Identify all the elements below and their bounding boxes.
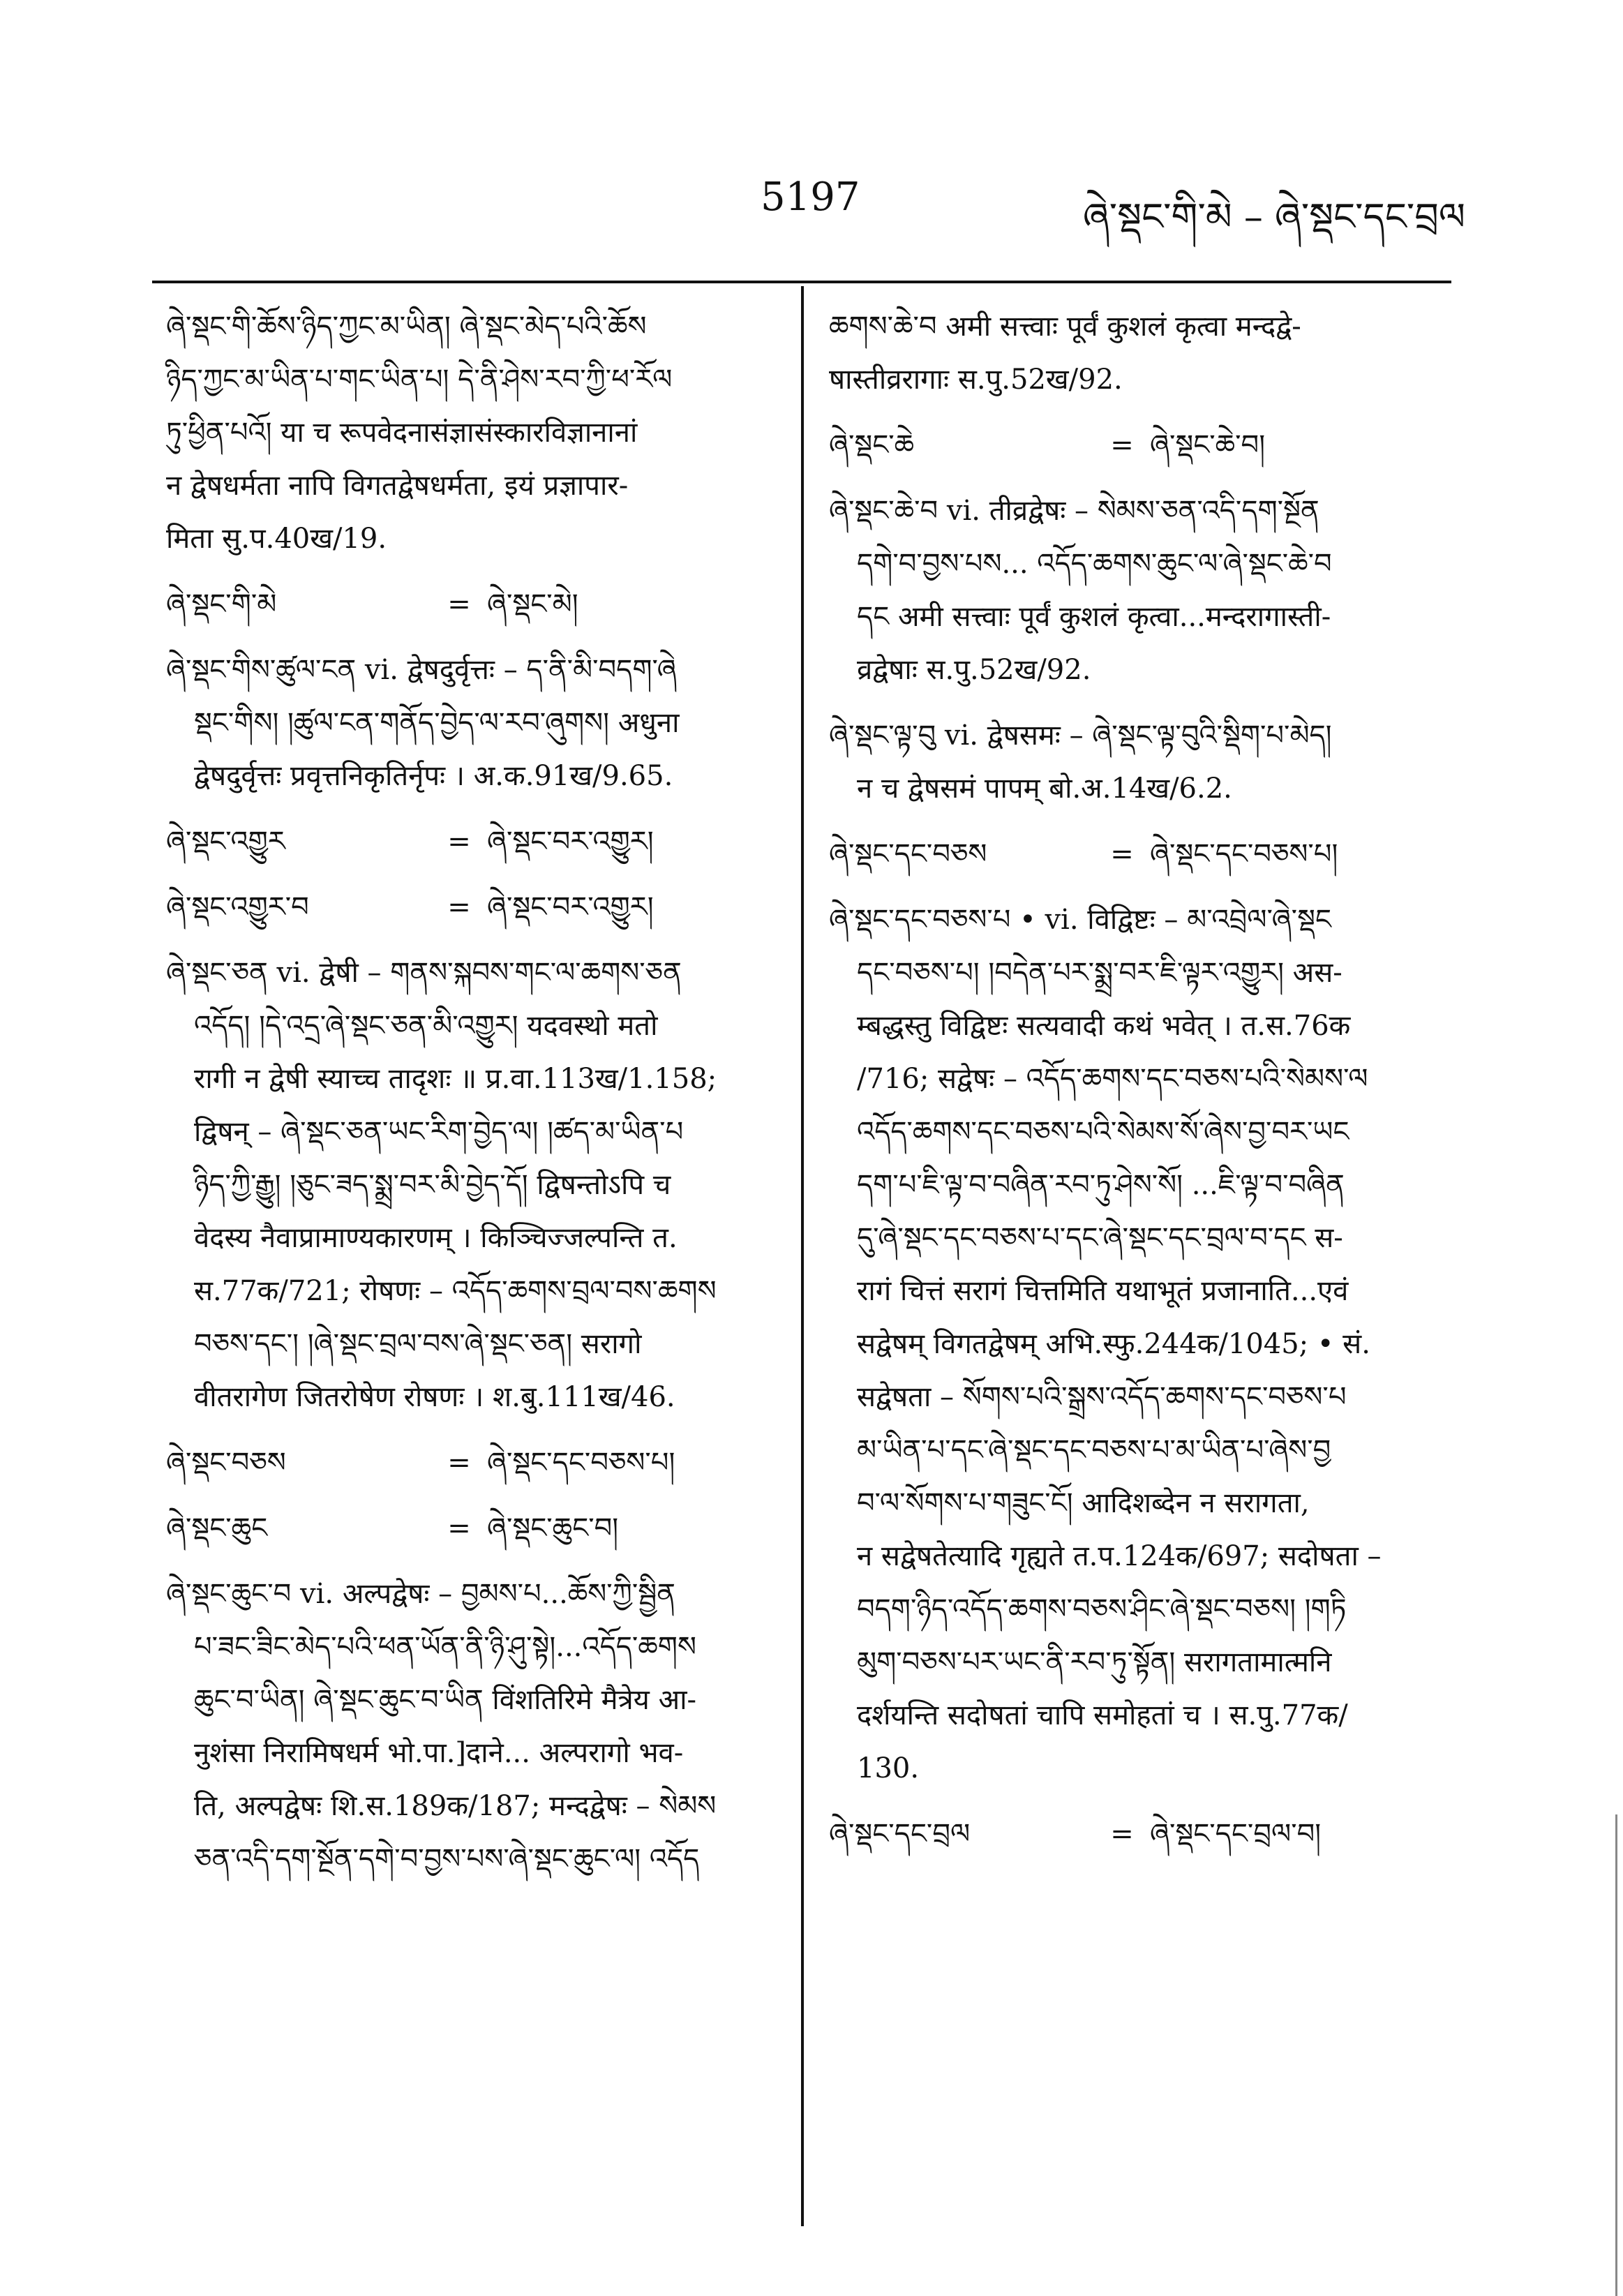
entry-line: वेदस्य नैवाप्रामाण्यकारणम् । किञ्चिज्जल्पन्ति त. [194, 1222, 678, 1254]
entry-line: བདག་ཉིད་འདོད་ཆགས་བཅས་ཤིང་ཞེ་སྡང་བཅས། །གཏི [857, 1593, 1347, 1625]
equals-sign: = [1110, 429, 1134, 461]
entry-line: མུག་བཅས་པར་ཡང་ནི་རབ་ཏུ་སྟོན། सरागतामात्मनि [857, 1646, 1332, 1678]
entry-line: ཞེ་སྡང་གི་ཆོས་ཉིད་ཀྱང་མ་ཡིན། ཞེ་སྡང་མེད་པའི་ཆོས [166, 311, 647, 343]
reference-target: ཞེ་སྡང་ཆུང་བ། [487, 1512, 619, 1544]
left-column [166, 300, 794, 1898]
reference-target: ཞེ་སྡང་དང་བྲལ་བ། [1150, 1818, 1322, 1850]
entry-line: ཞེ་སྡང་དང་བཅས་པ • vi. विद्विष्टः – མ་འབྲེལ་ཞེ་སྡང [829, 904, 1331, 936]
equals-sign: = [447, 1512, 471, 1544]
reference-target: ཞེ་སྡང་དང་བཅས་པ། [487, 1447, 675, 1479]
entry-line: ཞེ་སྡང་ཆུང་བ vi. अल्पद्वेषः – བྱམས་པ...ཆོས་ཀྱི་སྦྱིན [166, 1578, 675, 1610]
entry-line: དགེ་བ་བྱས་པས... འདོད་ཆགས་ཆུང་ལ་ཞེ་སྡང་ཆེ་བ [857, 548, 1332, 580]
reference-target: ཞེ་སྡང་ཆེ་བ། [1150, 429, 1266, 461]
entry-headword: ཞེ་སྡང་བཅས [166, 1447, 286, 1479]
equals-sign: = [447, 891, 471, 923]
entry-line: ཞེ་སྡང་ཅན vi. द्वेषी – གནས་སྐབས་གང་ལ་ཆགས་ཅན [166, 957, 682, 989]
entry-line: དང अमी सत्त्वाः पूर्वं कुशलं कृत्वा...मन्दरागास्ती- [857, 601, 1331, 633]
entry-line: रागं चित्तं सरागं चित्तमिति यथाभूतं प्रजानाति...एवं [857, 1275, 1349, 1307]
entry-line: ཆུང་བ་ཡིན། ཞེ་སྡང་ཆུང་བ་ཡིན विंशतिरिमे मैत्रेय आ- [194, 1684, 696, 1716]
entry-line: ཅན་འདི་དག་སྔོན་དགེ་བ་བྱས་པས་ཞེ་སྡང་ཆུང་ལ། འདོད [194, 1843, 700, 1875]
entry-line: དག་པ་ཇི་ལྟ་བ་བཞིན་རབ་ཏུ་ཤེས་སོ། ...ཇི་ལྟ་བ་བཞིན [857, 1169, 1345, 1201]
equals-sign: = [447, 826, 471, 858]
entry-line: ति, अल्पद्वेषः शि.स.189क/187; मन्दद्वेषः – སེམས [194, 1790, 717, 1822]
dictionary-entry [166, 1567, 794, 1886]
dictionary-entry [829, 893, 1457, 1795]
cross-reference-entry [166, 815, 794, 868]
entry-line: मिता सु.प.40ख/19. [166, 523, 387, 555]
cross-reference-entry [166, 881, 794, 934]
equals-sign: = [447, 588, 471, 620]
entry-line: ཞེ་སྡང་ཆེ་བ vi. तीव्रद्वेषः – སེམས་ཅན་འདི་དག་སྔོན [829, 495, 1319, 527]
entry-line: བ་ལ་སོགས་པ་གཟུང་ངོ། आदिशब्देन न सरागता, [857, 1487, 1310, 1519]
cross-reference-entry [829, 419, 1457, 472]
entry-line: म्बद्धस्तु विद्विष्टः सत्यवादी कथं भवेत् । त.स.76क [857, 1010, 1351, 1042]
entry-line: द्विषन् – ཞེ་སྡང་ཅན་ཡང་རིག་བྱེད་ལ། །ཚད་མ་ཡིན་པ [194, 1116, 684, 1148]
entry-line: सद्वेषता – སོགས་པའི་སྒྲས་འདོད་ཆགས་དང་བཅས་པ [857, 1381, 1347, 1413]
entry-line: ཞེ་སྡང་གིས་ཚུལ་ངན vi. द्वेषदुर्वृत्तः – ད་ནི་མི་བདག་ཞེ [166, 654, 677, 686]
entry-line: མ་ཡིན་པ་དང་ཞེ་སྡང་དང་བཅས་པ་མ་ཡིན་པ་ཞེས་བྱ [857, 1434, 1331, 1466]
cross-reference-entry [829, 828, 1457, 881]
entry-line: འདོད། །དེ་འདྲ་ཞེ་སྡང་ཅན་མི་འགྱུར། यदवस्थो मतो [194, 1010, 658, 1042]
entry-headword: ཞེ་སྡང་དང་བྲལ [829, 1818, 971, 1850]
entry-line: व्रद्वेषाः स.पु.52ख/92. [857, 654, 1091, 686]
equals-sign: = [1110, 1818, 1134, 1850]
entry-line: षास्तीव्ररागाः स.पु.52ख/92. [829, 364, 1123, 396]
equals-sign: = [447, 1447, 471, 1479]
entry-line: ཆགས་ཆེ་བ अमी सत्त्वाः पूर्वं कुशलं कृत्वा मन्दद्वे- [829, 311, 1301, 343]
entry-headword: ཞེ་སྡང་ཆེ [829, 429, 915, 461]
entry-line: वीतरागेण जितरोषेण रोषणः । श.बु.111ख/46. [194, 1381, 675, 1413]
cross-reference-entry [166, 1436, 794, 1489]
continued-entry [829, 300, 1457, 406]
entry-line: འདོད་ཆགས་དང་བཅས་པའི་སེམས་སོ་ཞེས་བྱ་བར་ཡང [857, 1116, 1349, 1148]
entry-line: 130. [857, 1752, 920, 1784]
reference-target: ཞེ་སྡང་དང་བཅས་པ། [1150, 838, 1338, 870]
entry-headword: ཞེ་སྡང་འགྱུར་བ [166, 891, 309, 923]
entry-line: सद्वेषम् विगतद्वेषम् अभि.स्फु.244क/1045; • सं. [857, 1328, 1370, 1360]
entry-line: སྡང་གིས། །ཚུལ་ངན་གནོད་བྱེད་ལ་རབ་ཞུགས། अधुना [194, 707, 680, 739]
page-header [154, 161, 1465, 244]
scan-edge-mark [1615, 1814, 1617, 2296]
cross-reference-entry [829, 1807, 1457, 1861]
entry-line: པ་ཟང་ཟིང་མེད་པའི་ཕན་ཡོན་ནི་ཉི་ཤུ་སྟེ།...འདོད་ཆགས [194, 1631, 696, 1663]
reference-target: ཞེ་སྡང་བར་འགྱུར། [487, 826, 654, 858]
entry-line: न द्वेषधर्मता नापि विगतद्वेषधर्मता, इयं प्रज्ञापार- [166, 470, 629, 502]
page-number: 5197 [761, 174, 860, 220]
entry-line: ཏུ་ཕྱིན་པའོ། या च रूपवेदनासंज्ञासंस्कारविज्ञानानां [166, 417, 638, 449]
entry-line: དུ་ཞེ་སྡང་དང་བཅས་པ་དང་ཞེ་སྡང་དང་བྲལ་བ་དང स- [857, 1222, 1343, 1254]
cross-reference-entry [166, 578, 794, 631]
running-head: ཞེ་སྡང་གི་མེ – ཞེ་སྡང་དང་བྲལ [1082, 195, 1465, 239]
entry-headword: ཞེ་སྡང་དང་བཅས [829, 838, 987, 870]
entry-line: དང་བཅས་པ། །བདེན་པར་སྨྲ་བར་ཇི་ལྟར་འགྱུར། अस- [857, 957, 1342, 989]
column-divider [801, 286, 804, 2226]
header-rule [152, 281, 1451, 283]
entry-line: ཉིད་ཀྱང་མ་ཡིན་པ་གང་ཡིན་པ། དེ་ནི་ཤེས་རབ་ཀྱི་ཕ་རོལ [166, 364, 673, 396]
entry-headword: ཞེ་སྡང་འགྱུར [166, 826, 285, 858]
equals-sign: = [1110, 838, 1134, 870]
right-column [829, 300, 1457, 1873]
entry-line: रागी न द्वेषी स्याच्च तादृशः ॥ प्र.वा.113ख/1.158; [194, 1063, 717, 1095]
reference-target: ཞེ་སྡང་མེ། [487, 588, 578, 620]
dictionary-entry [829, 709, 1457, 815]
entry-headword: ཞེ་སྡང་ཆུང [166, 1512, 268, 1544]
entry-line: བཅས་དང་། །ཞེ་སྡང་བྲལ་བས་ཞེ་སྡང་ཅན། सरागो [194, 1328, 642, 1360]
dictionary-entry [166, 643, 794, 803]
reference-target: ཞེ་སྡང་བར་འགྱུར། [487, 891, 654, 923]
entry-line: स.77क/721; रोषणः – འདོད་ཆགས་བྲལ་བས་ཆགས [194, 1275, 717, 1307]
entry-line: ཞེ་སྡང་ལྟ་བུ vi. द्वेषसमः – ཞེ་སྡང་ལྟ་བུའི་སྡིག་པ་མེད། [829, 720, 1332, 752]
dictionary-entry [829, 484, 1457, 696]
entry-line: नुशंसा निरामिषधर्म भो.पा.]दाने... अल्परागो भव- [194, 1737, 684, 1769]
entry-line: ཉིད་ཀྱི་རྒྱུ། །ཅུང་ཟད་སྨྲ་བར་མི་བྱེད་དོ། द्विषन्तोऽपि च [194, 1169, 671, 1201]
cross-reference-entry [166, 1502, 794, 1555]
entry-line: द्वेषदुर्वृत्तः प्रवृत्तनिकृतिर्नृपः । अ.क.91ख/9.65. [194, 760, 673, 792]
entry-headword: ཞེ་སྡང་གི་མེ [166, 588, 277, 620]
dictionary-entry [166, 946, 794, 1424]
entry-line: दर्शयन्ति सदोषतां चापि समोहतां च । स.पु.77क/ [857, 1699, 1348, 1731]
continued-entry [166, 300, 794, 565]
entry-line: न च द्वेषसमं पापम् बो.अ.14ख/6.2. [857, 773, 1232, 805]
entry-line: न सद्वेषतेत्यादि गृह्यते त.प.124क/697; सदोषता – [857, 1540, 1382, 1572]
entry-line: /716; सद्वेषः – འདོད་ཆགས་དང་བཅས་པའི་སེམས་ལ [857, 1063, 1368, 1095]
